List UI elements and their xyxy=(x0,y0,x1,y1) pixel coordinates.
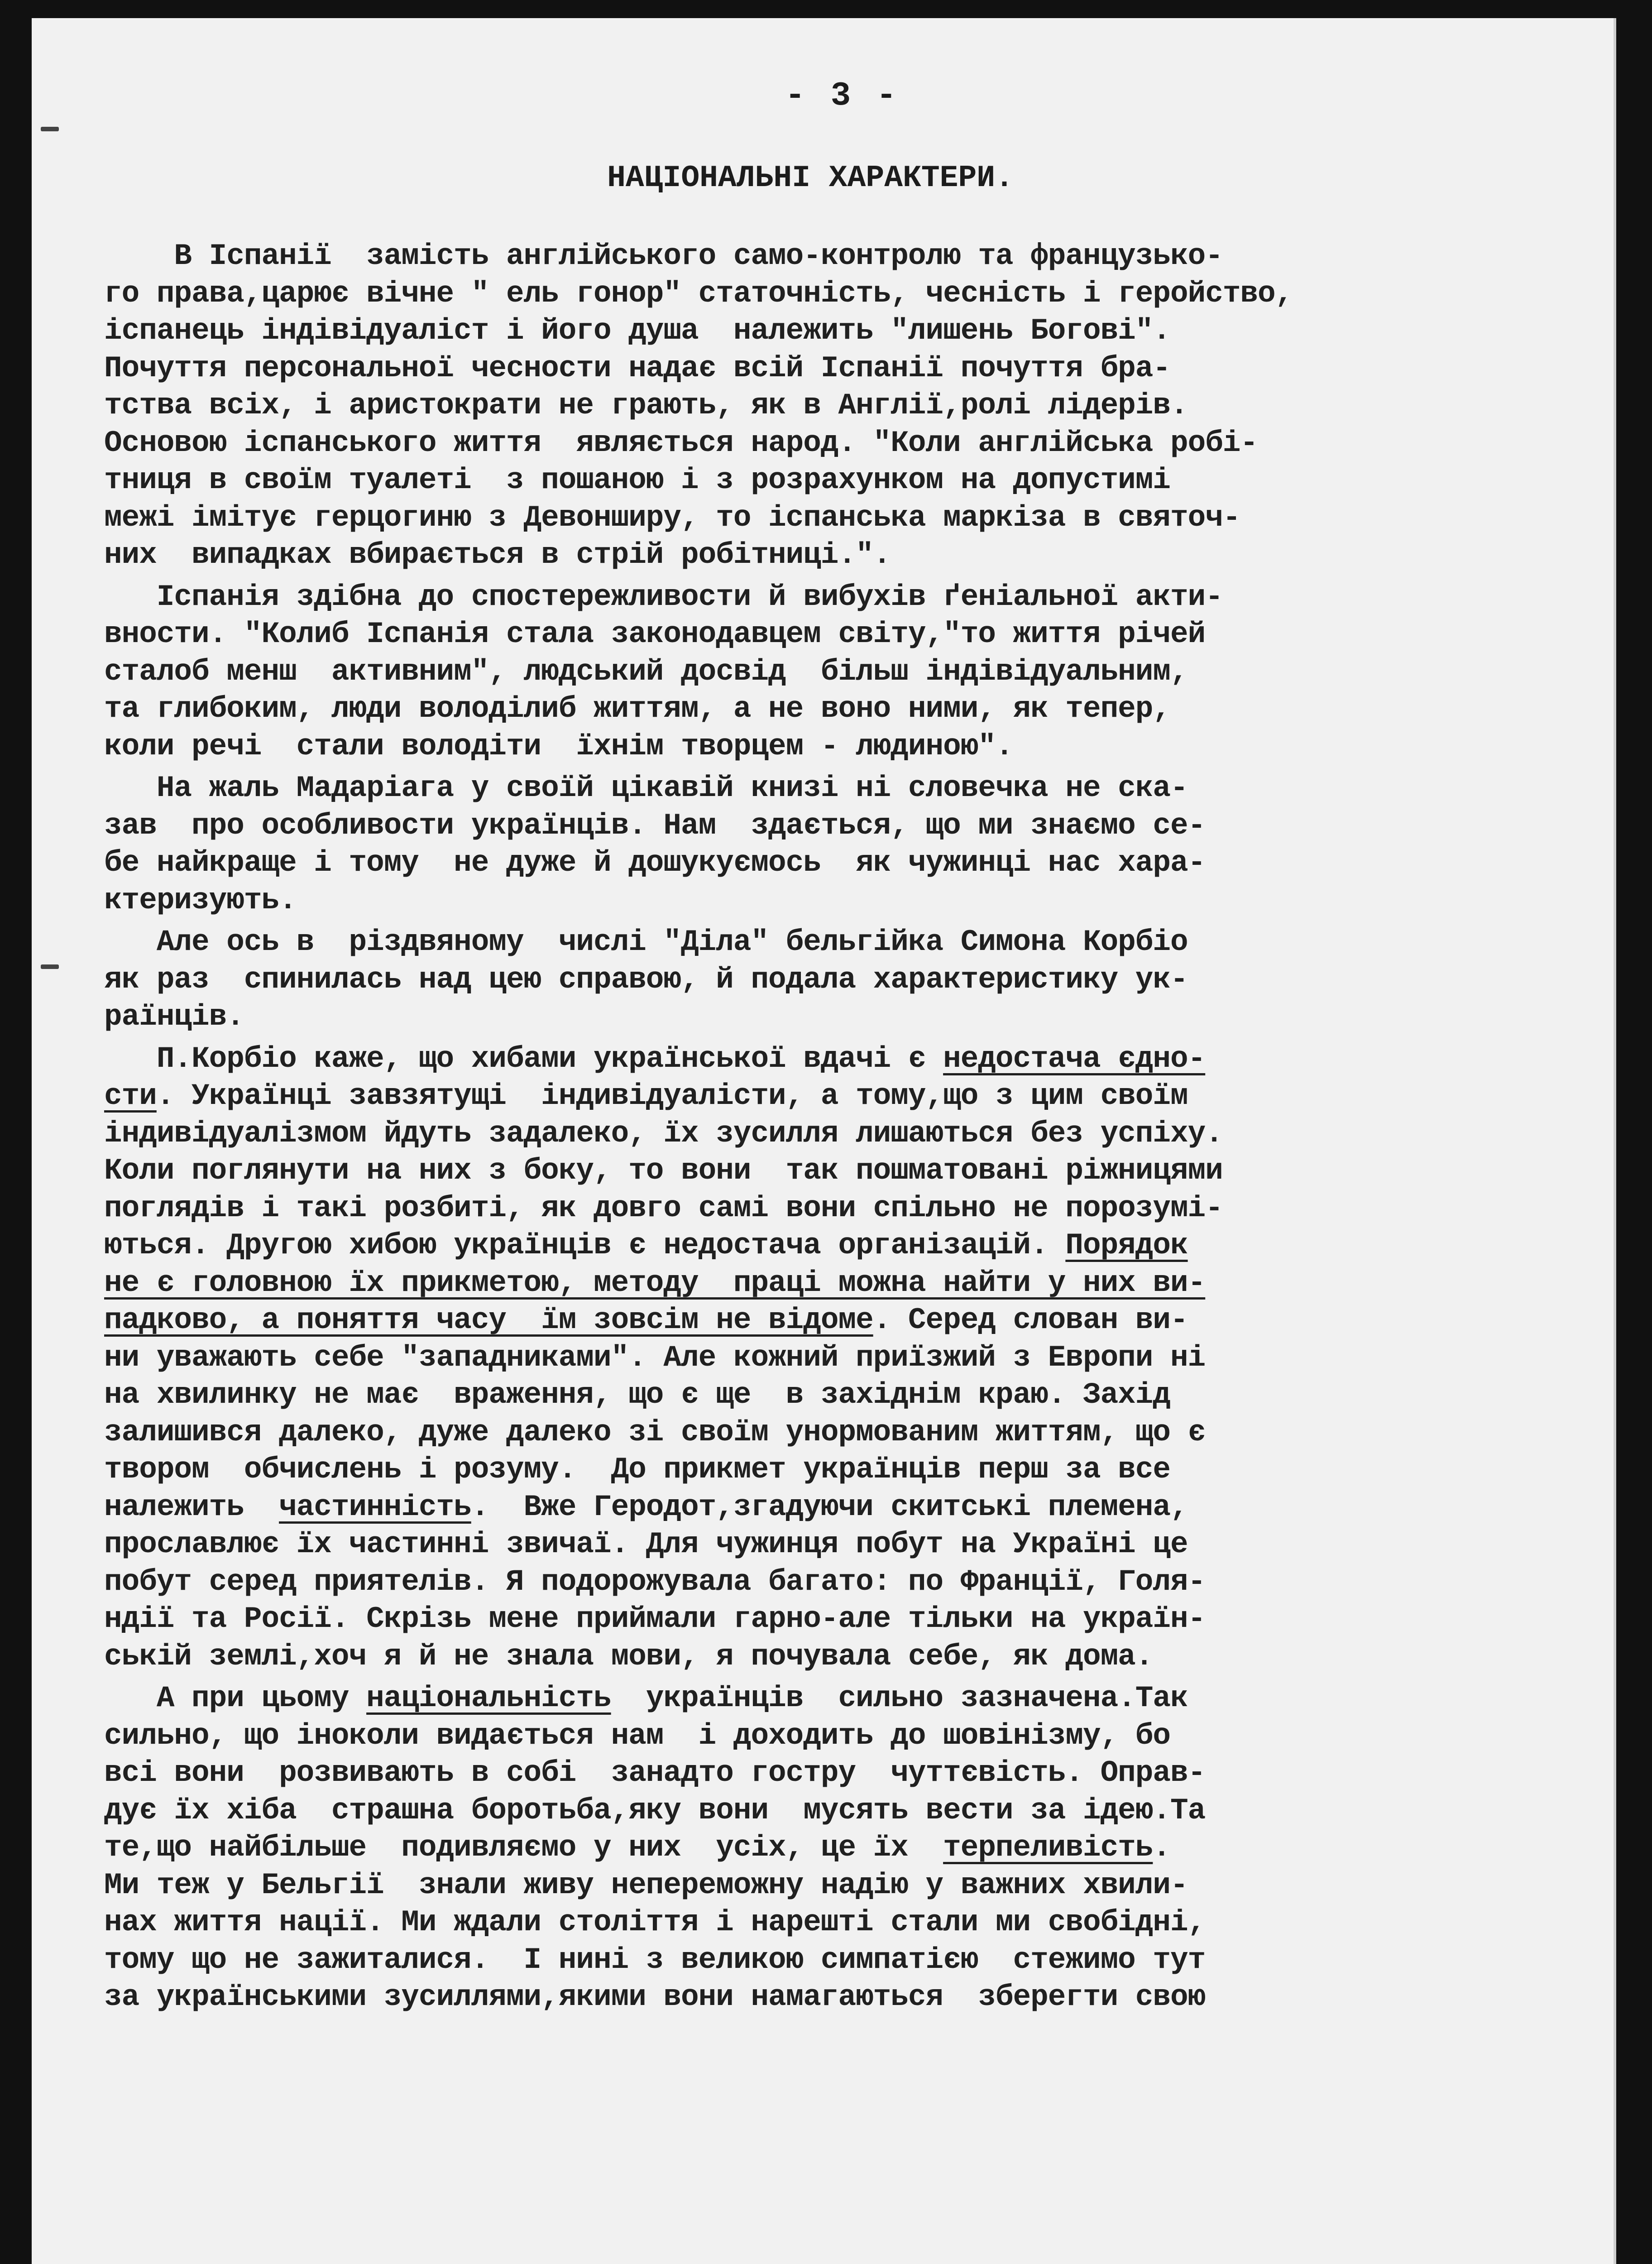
text-line: Іспанія здібна до спостережливости й вибухів ґеніальної акти- xyxy=(104,580,1223,614)
underlined-text: падково, а поняття часу їм зовсім не відоме xyxy=(104,1303,873,1337)
text-line: раїнців. xyxy=(104,1000,244,1034)
text-line: сталоб менш активним", людський досвід більш індівідуальним, xyxy=(104,654,1188,689)
text-line: іспанець індівідуаліст і його душа належить "лишень Богові". xyxy=(104,314,1170,348)
text-line: го права,царює вічне " ель гонор" статочність, чесність і геройство, xyxy=(104,276,1293,311)
text-line: В Іспанії замість англійського само-контролю та французько- xyxy=(104,239,1223,273)
text-line: сти. Українці завзятущі індивідуалісти, а тому,що з цим своїм xyxy=(104,1079,1188,1113)
text-line: На жаль Мадаріага у своїй цікавій книзі ні словечка не ска- xyxy=(104,771,1188,805)
text-line: прославлює їх частинні звичаї. Для чужинця побут на Україні це xyxy=(104,1527,1188,1561)
page-title: НАЦІОНАЛЬНІ ХАРАКТЕРИ. xyxy=(607,161,1014,196)
text-line: належить частинність. Вже Геродот,згадуючи скитські племена, xyxy=(104,1490,1188,1524)
text-line: зав про особливости українців. Нам здається, що ми знаємо се- xyxy=(104,808,1206,843)
text-line: них випадках вбирається в стрій робітниці.". xyxy=(104,538,891,572)
body-text xyxy=(104,238,1575,2016)
underlined-text: не є головною їх прикметою, методу праці можна найти у них ви- xyxy=(104,1266,1206,1300)
text-line: ни уважають себе "западниками". Але кожний приїзжий з Европи ні xyxy=(104,1340,1206,1375)
text-line: сильно, що іноколи видається нам і доходить до шовінізму, бо xyxy=(104,1718,1170,1753)
text-line: П.Корбіо каже, що хибами української вдачі є недостача єдно- xyxy=(104,1041,1206,1076)
text-line: ндії та Росії. Скрізь мене приймали гарно-але тільки на україн- xyxy=(104,1602,1206,1636)
text-line: Ми теж у Бельгії знали живу непереможну надію у важних хвили- xyxy=(104,1868,1188,1902)
text-line: всі вони розвивають в собі занадто гостру чуттєвість. Оправ- xyxy=(104,1756,1206,1790)
text-line: ській землі,хоч я й не знала мови, я почувала себе, як дома. xyxy=(104,1639,1153,1674)
text-line: тому що не зажиталися. І нині з великою симпатією стежимо тут xyxy=(104,1943,1206,1977)
text-line: Основою іспанського життя являється народ. "Коли англійська робі- xyxy=(104,426,1258,460)
text-line: Але ось в різдвяному числі "Діла" бельгійка Симона Корбіо xyxy=(104,925,1188,959)
text-line: тниця в своїм туалеті з пошаною і з розрахунком на допустимі xyxy=(104,463,1170,497)
text-line: бе найкраще і тому не дуже й дошукуємось як чужинці нас хара- xyxy=(104,846,1206,880)
page-number: - 3 - xyxy=(785,77,900,115)
text-line: падково, а поняття часу їм зовсім не відоме. Серед слован ви- xyxy=(104,1303,1188,1337)
text-line: побут серед приятелів. Я подорожувала багато: по Франції, Голя- xyxy=(104,1564,1206,1599)
text-line: на хвилинку не має враження, що є ще в західнім краю. Захід xyxy=(104,1378,1170,1412)
document-page xyxy=(32,18,1616,2264)
text-line: коли речі стали володіти їхнім творцем - людиною". xyxy=(104,729,1013,763)
text-line: залишився далеко, дуже далеко зі своїм унормованим життям, що є xyxy=(104,1415,1206,1449)
underlined-text: національність xyxy=(366,1681,611,1715)
text-line: ються. Другою хибою українців є недостача організацій. Порядок xyxy=(104,1228,1188,1262)
underlined-text: частинність xyxy=(279,1490,471,1524)
text-line: за українськими зусиллями,якими вони намагаються зберегти свою xyxy=(104,1980,1206,2014)
text-line: тства всіх, і аристократи не грають, як в Англії,ролі лідерів. xyxy=(104,389,1188,422)
underlined-text: сти xyxy=(104,1079,157,1113)
underlined-text: Порядок xyxy=(1065,1228,1188,1262)
margin-mark xyxy=(41,964,59,969)
text-line: вности. "Колиб Іспанія стала законодавцем світу,"то життя річей xyxy=(104,617,1206,651)
text-line xyxy=(104,1265,1575,1302)
page-edge xyxy=(1614,18,1616,2264)
text-line: Почуття персональної чесности надає всій Іспанії почуття бра- xyxy=(104,351,1170,385)
text-line: індивідуалізмом йдуть задалеко, їх зусилля лишаються без успіху. xyxy=(104,1116,1223,1151)
text-line: А при цьому національність українців сильно зазначена.Так xyxy=(104,1681,1188,1715)
text-line: та глибоким, люди володілиб життям, а не воно ними, як тепер, xyxy=(104,692,1170,726)
margin-mark xyxy=(41,127,59,131)
text-line: те,що найбільше подивляємо у них усіх, це їх терпеливість. xyxy=(104,1831,1170,1865)
text-line: межі імітує герцогиню з Девонширу, то іспанська маркіза в святоч- xyxy=(104,500,1240,535)
text-line: дує їх хіба страшна боротьба,яку вони мусять вести за ідею.Та xyxy=(104,1793,1206,1828)
text-line: твором обчислень і розуму. До прикмет українців перш за все xyxy=(104,1453,1170,1487)
text-line: поглядів і такі розбиті, як довго самі вони спільно не порозумі- xyxy=(104,1191,1223,1225)
underlined-text: терпеливість xyxy=(943,1831,1153,1865)
text-line: Коли поглянути на них з боку, то вони так пошматовані ріжницями xyxy=(104,1154,1223,1188)
underlined-text: недостача єдно- xyxy=(943,1041,1206,1076)
text-line: ктеризують. xyxy=(104,883,297,917)
text-line: нах життя нації. Ми ждали століття і нарешті стали ми свобідні, xyxy=(104,1905,1206,1939)
text-line: як раз спинилась над цею справою, й подала характеристику ук- xyxy=(104,962,1188,997)
